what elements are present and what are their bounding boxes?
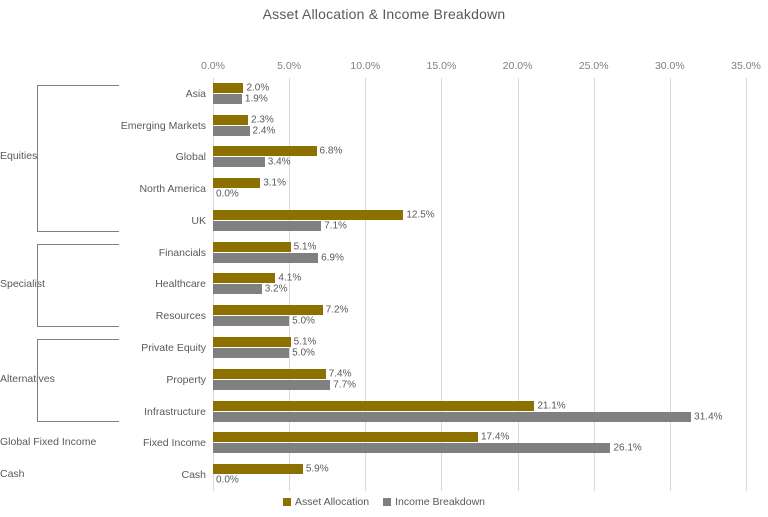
bar-income-breakdown: [213, 442, 642, 454]
group-bracket: [37, 244, 119, 327]
bar-value-label: 3.2%: [264, 283, 288, 295]
bar-asset-allocation: [213, 114, 274, 126]
bar-value-label: 2.4%: [252, 125, 276, 137]
bar-value-label: 6.9%: [321, 252, 344, 264]
bar-rows: [120, 78, 746, 491]
x-axis-tick-label: 10.0%: [350, 60, 381, 72]
chart-row: [166, 364, 746, 396]
bar-value-label: 7.7%: [333, 379, 357, 391]
chart-row: [185, 78, 746, 110]
bar-value-label: 2.3%: [251, 114, 274, 126]
bar-value-label: 2.0%: [246, 82, 270, 94]
bar-asset-allocation: [213, 336, 317, 348]
bar-value-label: 12.5%: [406, 209, 435, 221]
bar-income-breakdown: [213, 315, 315, 327]
bar-asset-allocation: [213, 241, 317, 253]
bar-asset-allocation: [213, 304, 349, 316]
chart-row: [155, 269, 746, 301]
category-label: North America: [139, 183, 206, 196]
legend-item[interactable]: [283, 496, 369, 508]
x-axis-tick-label: 20.0%: [502, 60, 533, 72]
group-label: Cash: [0, 468, 25, 481]
bar-value-label: 26.1%: [613, 442, 642, 454]
category-label: Resources: [155, 310, 206, 323]
legend-swatch: [383, 498, 391, 506]
category-label: Property: [166, 373, 206, 386]
bar-asset-allocation: [213, 209, 435, 221]
chart-row: [175, 142, 746, 174]
bar-income-breakdown: [213, 283, 288, 295]
bar-value-label: 6.8%: [319, 145, 343, 157]
chart-legend: [0, 496, 768, 508]
category-label: UK: [191, 214, 206, 227]
category-label: Infrastructure: [144, 405, 206, 418]
chart-row: [181, 459, 746, 491]
category-label: Healthcare: [155, 278, 206, 291]
bar-value-label: 21.1%: [537, 400, 566, 412]
x-axis-tick-label: 35.0%: [731, 60, 761, 72]
bar-income-breakdown: [213, 93, 268, 105]
bar-asset-allocation: [213, 368, 352, 380]
group-label: Global Fixed Income: [0, 436, 97, 449]
group-bracket: [37, 85, 119, 232]
category-label: Emerging Markets: [120, 119, 206, 132]
category-label: Cash: [181, 469, 206, 482]
chart-row: [144, 396, 746, 428]
bar-asset-allocation: [213, 82, 270, 94]
bar-value-label: 5.1%: [293, 336, 317, 348]
bar-income-breakdown: [213, 347, 315, 359]
bar-value-label: 5.0%: [292, 347, 315, 359]
bar-value-label: 7.1%: [324, 220, 347, 232]
legend-item[interactable]: [383, 496, 485, 508]
bar-income-breakdown: [213, 220, 347, 232]
legend-swatch: [283, 498, 291, 506]
chart-title: Asset Allocation & Income Breakdown: [262, 6, 506, 22]
x-axis-tick-label: 25.0%: [578, 60, 609, 72]
bar-value-label: 3.1%: [263, 177, 286, 189]
chart-row: [158, 237, 746, 269]
group-label: Alternatives: [0, 372, 55, 385]
bar-asset-allocation: [213, 463, 329, 475]
chart-row: [139, 173, 746, 205]
category-label: Asia: [185, 87, 206, 100]
chart-row: [120, 110, 746, 142]
bar-value-label: 0.0%: [216, 188, 239, 200]
bar-value-label: 5.9%: [305, 463, 329, 475]
category-label: Private Equity: [141, 342, 206, 355]
x-axis-tick-label: 0.0%: [201, 60, 225, 72]
bar-asset-allocation: [213, 431, 510, 443]
chart-row: [142, 427, 746, 459]
x-axis-tick-label: 30.0%: [654, 60, 685, 72]
bar-income-breakdown: [213, 411, 723, 423]
category-label: Financials: [158, 246, 206, 259]
group-bracket: [37, 339, 119, 422]
bar-asset-allocation: [213, 272, 302, 284]
chart-row: [141, 332, 746, 364]
category-label: Global: [175, 151, 206, 164]
bar-value-label: 31.4%: [694, 411, 723, 423]
plot-area: [120, 60, 761, 491]
category-label: Fixed Income: [142, 437, 206, 450]
x-axis-tick-label: 15.0%: [426, 60, 457, 72]
x-axis-tick-label: 5.0%: [277, 60, 302, 72]
bar-value-label: 0.0%: [216, 474, 239, 486]
bar-asset-allocation: [213, 177, 286, 189]
chart-row: [191, 205, 746, 237]
bar-income-breakdown: [213, 125, 276, 137]
bar-value-label: 3.4%: [267, 156, 291, 168]
group-label: Equities: [0, 150, 38, 163]
bar-value-label: 17.4%: [480, 431, 510, 443]
legend-label: Asset Allocation: [294, 496, 370, 508]
legend-label: Income Breakdown: [395, 496, 486, 508]
group-label: Specialist: [0, 277, 45, 290]
bar-value-label: 5.1%: [293, 241, 317, 253]
bar-value-label: 4.1%: [278, 272, 302, 284]
bar-value-label: 7.4%: [328, 368, 352, 380]
bar-asset-allocation: [213, 145, 343, 157]
bar-income-breakdown: [213, 252, 344, 264]
bar-value-label: 5.0%: [292, 315, 315, 327]
bar-income-breakdown: [213, 156, 291, 168]
bar-value-label: 1.9%: [244, 93, 268, 105]
chart-row: [155, 300, 746, 332]
bar-value-label: 7.2%: [325, 304, 349, 316]
gridline: [746, 78, 747, 491]
bar-income-breakdown: [213, 379, 357, 391]
bar-asset-allocation: [213, 400, 566, 412]
